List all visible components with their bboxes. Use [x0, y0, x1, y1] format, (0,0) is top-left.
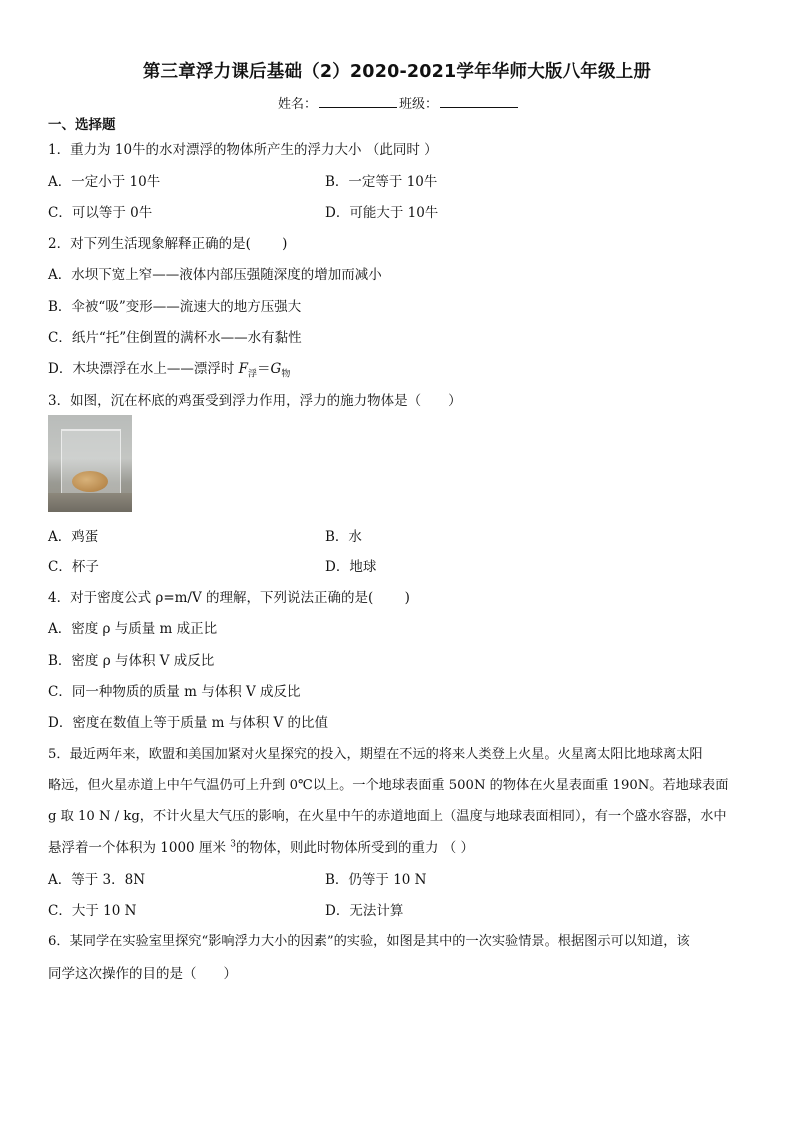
page-title: 第三章浮力课后基础（2）2020-2021学年华师大版八年级上册 [142, 62, 652, 82]
q3-option-c: C．杯子 [48, 559, 99, 575]
q1-option-a: A．一定小于 10牛 [48, 174, 161, 190]
q1-option-d: D．可能大于 10牛 [325, 205, 439, 221]
q1-stem: 1．重力为 10牛的水对漂浮的物体所产生的浮力大小 （此同时 ） [48, 142, 438, 158]
q5-option-b: B．仍等于 10 N [325, 872, 427, 888]
q4-option-a: A．密度 ρ 与质量 m 成正比 [48, 621, 218, 637]
egg [72, 471, 108, 492]
table-surface [48, 493, 132, 512]
q2-option-d: D．木块漂浮在水上——漂浮时 $F_浮=G_物$ [48, 361, 291, 380]
q1-option-c: C．可以等于 0牛 [48, 205, 153, 221]
q5-line-2: 略远，但火星赤道上中午气温仍可上升到 0℃以上。一个地球表面重 500N 的物体在火星表面重 190N。若地球表面 [48, 778, 729, 793]
name-blank [319, 96, 397, 108]
q5-option-d: D．无法计算 [325, 903, 404, 919]
q4-stem: 4．对于密度公式 ρ=m/V 的理解，下列说法正确的是( ) [48, 590, 410, 606]
name-label: 姓名： [278, 97, 318, 112]
q4-option-b: B．密度 ρ 与体积 V 成反比 [48, 653, 215, 669]
q4-option-d: D．密度在数值上等于质量 m 与体积 V 的比值 [48, 715, 329, 731]
section-heading: 一、选择题 [48, 117, 116, 133]
egg-in-glass-photo [48, 415, 132, 512]
q4-option-c: C．同一种物质的质量 m 与体积 V 成反比 [48, 684, 301, 700]
q6-line-2: 同学这次操作的目的是（ ） [48, 966, 237, 982]
name-class-line [278, 93, 520, 112]
q2-option-b: B．伞被“吸”变形——流速大的地方压强大 [48, 299, 302, 315]
q3-option-a: A．鸡蛋 [48, 529, 99, 545]
q3-option-b: B．水 [325, 529, 362, 545]
q5-line-3: g 取 10 N / kg，不计火星大气压的影响，在火星中午的赤道地面上（温度与地球表面相同），有一个盛水容器，水中 [48, 809, 727, 824]
q5-line-1: 5．最近两年来，欧盟和美国加紧对火星探究的投入，期望在不远的将来人类登上火星。火星离太阳比地球离太阳 [48, 747, 703, 762]
class-label: 班级： [399, 97, 439, 112]
q3-option-d: D．地球 [325, 559, 377, 575]
q2-stem: 2．对下列生活现象解释正确的是( ) [48, 236, 288, 252]
q3-stem: 3．如图，沉在杯底的鸡蛋受到浮力作用，浮力的施力物体是（ ） [48, 393, 462, 409]
q5-option-c: C．大于 10 N [48, 903, 137, 919]
class-blank [440, 96, 518, 108]
q2-option-a: A．水坝下宽上窄——液体内部压强随深度的增加而减小 [48, 267, 382, 283]
q2-option-c: C．纸片“托”住倒置的满杯水——水有黏性 [48, 330, 302, 346]
q1-option-b: B．一定等于 10牛 [325, 174, 438, 190]
q6-line-1: 6．某同学在实验室里探究“影响浮力大小的因素”的实验，如图是其中的一次实验情景。根据图示可以知道，该 [48, 934, 690, 949]
q5-option-a: A．等于 3．8N [48, 872, 146, 888]
q5-line-4: 悬浮着一个体积为 1000 厘米 $^3$的物体，则此时物体所受到的重力 （ ） [48, 839, 475, 856]
